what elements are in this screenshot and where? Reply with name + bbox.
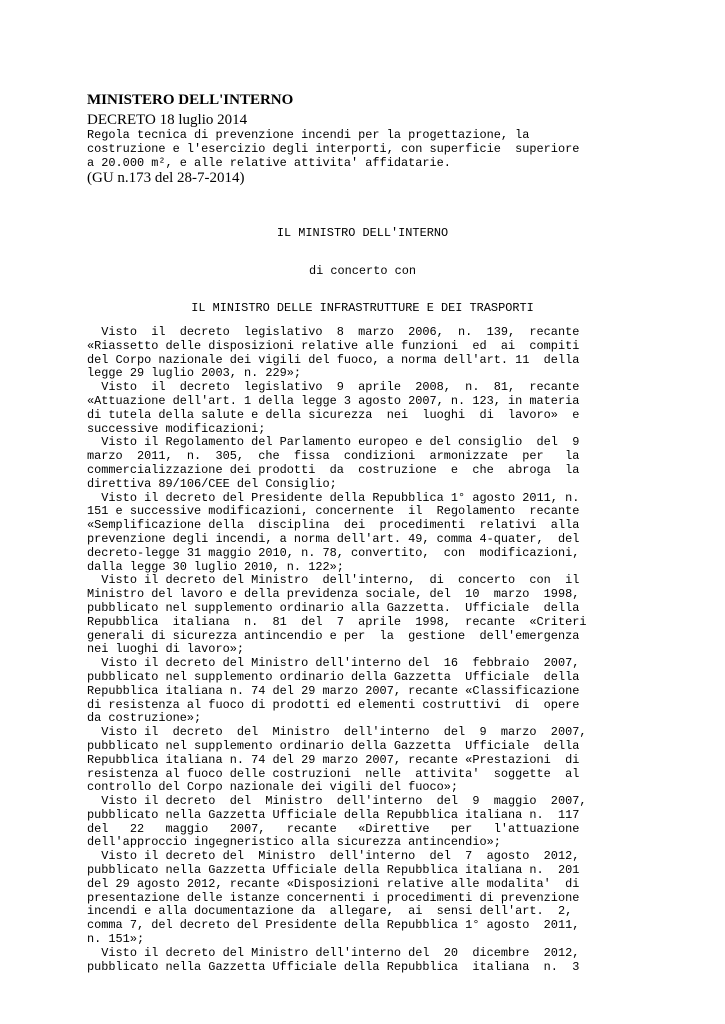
body-line: dell'approccio ingegneristico alla sicurezza antincendio»; xyxy=(87,835,501,850)
body-line: pubblicato nella Gazzetta Ufficiale della Repubblica italiana n. 117 xyxy=(87,807,580,822)
body-line: pubblicato nel supplemento ordinario alla Gazzetta. Ufficiale della xyxy=(87,600,580,615)
body-line: n. 151»; xyxy=(87,932,145,947)
body-line: legge 29 luglio 2003, n. 229»; xyxy=(87,366,302,381)
body-line: successive modificazioni; xyxy=(87,421,266,436)
body-line: del 22 maggio 2007, recante «Direttive per l'attuazione xyxy=(87,821,580,836)
body-line: Repubblica italiana n. 74 del 29 marzo 2007, recante «Prestazioni di xyxy=(87,752,580,767)
minister-heading: IL MINISTRO DELL'INTERNO xyxy=(276,226,449,240)
body-line: «Attuazione dell'art. 1 della legge 3 agosto 2007, n. 123, in materia xyxy=(87,393,580,408)
concert-heading: di concerto con xyxy=(308,264,417,278)
body-line: di tutela della salute e della sicurezza nei luoghi di lavoro» e xyxy=(87,407,580,422)
body-line: direttiva 89/106/CEE del Consiglio; xyxy=(87,476,337,491)
body-line: «Semplificazione della disciplina dei procedimenti relativi alla xyxy=(87,518,580,533)
ministry-title: MINISTERO DELL'INTERNO xyxy=(87,92,294,108)
body-line: Repubblica italiana n. 81 del 7 aprile 1998, recante «Criteri xyxy=(87,614,587,629)
body-line: Visto il decreto legislativo 8 marzo 2006, n. 139, recante xyxy=(87,325,580,339)
body-line: generali di sicurezza antincendio e per la gestione dell'emergenza xyxy=(87,628,580,643)
decree-body xyxy=(87,326,617,974)
body-line: comma 7, del decreto del Presidente della Repubblica 1° agosto 2011, xyxy=(87,918,580,933)
body-line: Visto il decreto del Ministro dell'interno del 9 marzo 2007, xyxy=(87,725,587,740)
subject-line: costruzione e l'esercizio degli interporti, con superficie superiore xyxy=(87,141,580,156)
body-line: Visto il decreto del Ministro dell'interno del 7 agosto 2012, xyxy=(87,849,580,864)
body-line: Visto il decreto del Ministro dell'interno, di concerto con il xyxy=(87,573,580,588)
body-line: da costruzione»; xyxy=(87,711,202,726)
body-line: di resistenza al fuoco di prodotti ed elementi costruttivi di opere xyxy=(87,697,580,712)
body-line: decreto-legge 31 maggio 2010, n. 78, convertito, con modificazioni, xyxy=(87,545,580,560)
gazette-reference: (GU n.173 del 28-7-2014) xyxy=(87,170,245,187)
body-line: Visto il decreto del Ministro dell'interno del 16 febbraio 2007, xyxy=(87,656,580,671)
body-line: Visto il decreto del Ministro dell'interno del 20 dicembre 2012, xyxy=(87,945,580,960)
infrastructure-minister-heading: IL MINISTRO DELLE INFRASTRUTTURE E DEI TRASPORTI xyxy=(191,301,534,315)
body-line: del Corpo nazionale dei vigili del fuoco, a norma dell'art. 11 della xyxy=(87,352,580,367)
body-line: resistenza al fuoco delle costruzioni nelle attivita' soggette al xyxy=(87,766,580,781)
body-line: «Riassetto delle disposizioni relative alle funzioni ed ai compiti xyxy=(87,338,580,353)
body-line: pubblicato nel supplemento ordinario della Gazzetta Ufficiale della xyxy=(87,738,580,753)
body-line: del 29 agosto 2012, recante «Disposizioni relative alle modalita' di xyxy=(87,876,580,891)
body-line: pubblicato nella Gazzetta Ufficiale della Repubblica italiana n. 3 xyxy=(87,959,580,974)
body-line: Visto il decreto del Ministro dell'interno del 9 maggio 2007, xyxy=(87,794,587,809)
body-line: incendi e alla documentazione da allegare, ai sensi dell'art. 2, xyxy=(87,904,573,919)
body-line: marzo 2011, n. 305, che fissa condizioni armonizzate per la xyxy=(87,449,580,464)
body-line: Visto il Regolamento del Parlamento europeo e del consiglio del 9 xyxy=(87,435,580,450)
body-line: Ministro del lavoro e della previdenza sociale, del 10 marzo 1998, xyxy=(87,587,580,602)
body-line: controllo del Corpo nazionale dei vigili del fuoco»; xyxy=(87,780,459,795)
body-line: pubblicato nel supplemento ordinario della Gazzetta Ufficiale della xyxy=(87,669,580,684)
body-line: Visto il decreto legislativo 9 aprile 2008, n. 81, recante xyxy=(87,380,580,395)
decree-title: DECRETO 18 luglio 2014 xyxy=(87,112,248,128)
body-line: 151 e successive modificazioni, concernente il Regolamento recante xyxy=(87,504,580,519)
body-line: presentazione delle istanze concernenti i procedimenti di prevenzione xyxy=(87,890,580,905)
body-line: pubblicato nella Gazzetta Ufficiale della Repubblica italiana n. 201 xyxy=(87,863,580,878)
subject-line: Regola tecnica di prevenzione incendi per la progettazione, la xyxy=(87,128,530,142)
subject-line: a 20.000 m², e alle relative attivita' affidatarie. xyxy=(87,155,451,170)
body-line: dalla legge 30 luglio 2010, n. 122»; xyxy=(87,559,344,574)
document-header xyxy=(87,92,607,187)
body-line: prevenzione degli incendi, a norma dell'art. 49, comma 4-quater, del xyxy=(87,531,580,546)
body-line: commercializzazione dei prodotti da costruzione e che abroga la xyxy=(87,462,580,477)
body-line: nei luoghi di lavoro»; xyxy=(87,642,244,657)
body-line: Visto il decreto del Presidente della Repubblica 1° agosto 2011, n. xyxy=(87,490,580,505)
body-line: Repubblica italiana n. 74 del 29 marzo 2007, recante «Classificazione xyxy=(87,683,580,698)
